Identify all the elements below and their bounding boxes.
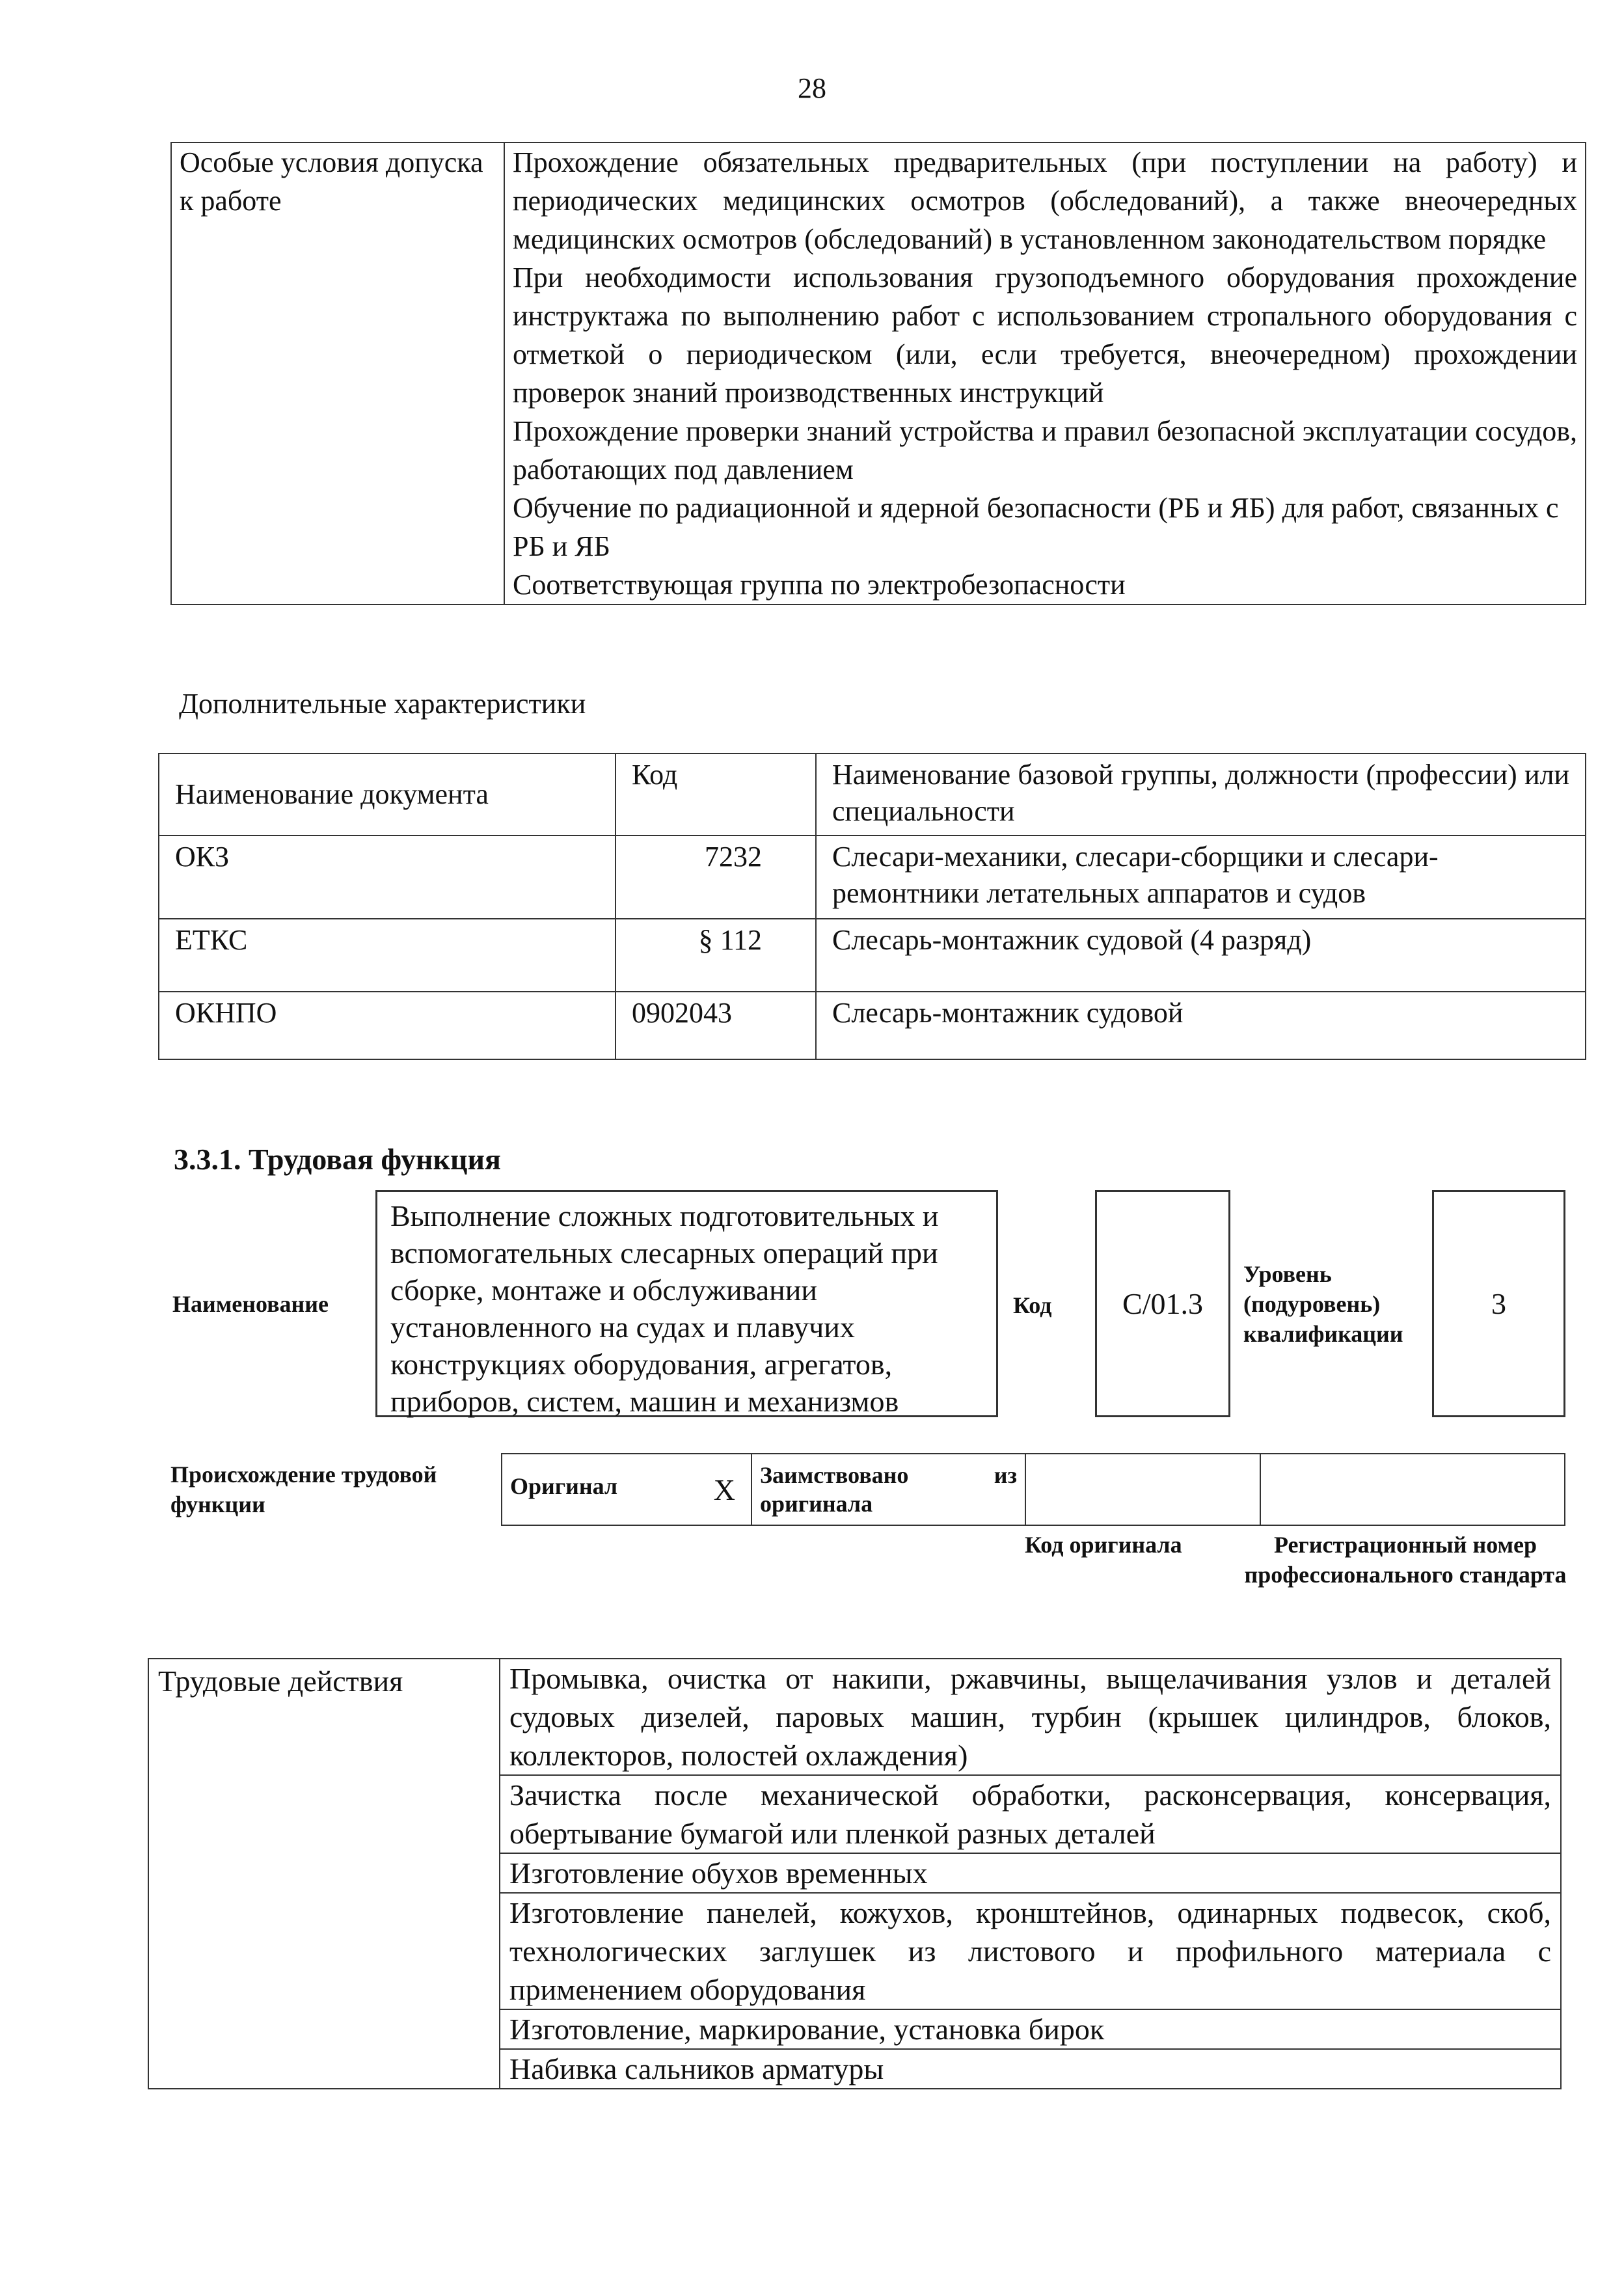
- labour-action-item: Зачистка после механической обработки, расконсервация, консервация, обертывание бумагой или пленкой разных деталей: [500, 1775, 1561, 1853]
- function-code-value: C/01.3: [1122, 1287, 1203, 1320]
- conditions-list: [504, 143, 1586, 604]
- qualification-level-value: 3: [1491, 1287, 1506, 1320]
- condition-item: Прохождение обязательных предварительных (при поступлении на работу) и периодических медицинских осмотров (обследований), а также внеочередных медицинских осмотров (обследований) в установленном законодательством порядке: [513, 146, 1577, 255]
- original-mark: X: [713, 1473, 735, 1506]
- original-code-caption: Код оригинала: [1025, 1532, 1182, 1558]
- function-name-text: Выполнение сложных подготовительных и вспомогательных слесарных операций при сборке, монтаже и обслуживании установленного на судах и плавучих конструкциях оборудования, агрегатов, приборов, систем, машин и механизмов: [390, 1199, 939, 1418]
- row-code: § 112: [616, 919, 816, 992]
- qualification-level-box: [1432, 1190, 1565, 1417]
- borrowed-label-original: оригинала: [760, 1491, 873, 1517]
- labour-actions-label: Трудовые действия: [148, 1659, 500, 2089]
- conditions-label: [171, 143, 504, 604]
- additional-characteristics-heading: Дополнительные характеристики: [179, 688, 586, 720]
- borrowed-label-from: из: [994, 1462, 1017, 1488]
- row-document: ЕТКС: [159, 919, 616, 992]
- origin-label: Происхождение трудовой функции: [170, 1461, 437, 1517]
- table-row: [159, 835, 1586, 919]
- row-name: Слесарь-монтажник судовой: [816, 992, 1586, 1059]
- table-header-row: [159, 754, 1586, 835]
- original-cell: [502, 1454, 751, 1525]
- row-document: ОКЗ: [159, 835, 616, 919]
- borrowed-cell: [751, 1454, 1025, 1525]
- row-name: Слесари-механики, слесари-сборщики и слесари-ремонтники летательных аппаратов и судов: [816, 835, 1586, 919]
- table-row: [159, 919, 1586, 992]
- original-code-cell: [1025, 1454, 1260, 1525]
- conditions-table: [170, 142, 1586, 605]
- condition-item: При необходимости использования грузоподъемного оборудования прохождение инструктажа по выполнению работ с использованием стропального оборудования с отметкой о периодическом (или, если требуется, внеочередном) прохождении проверок знаний производственных инструкций: [513, 262, 1577, 409]
- labour-action-item: Изготовление обухов временных: [500, 1853, 1561, 1893]
- condition-item: Прохождение проверки знаний устройства и правил безопасной эксплуатации сосудов, работающих под давлением: [513, 415, 1577, 485]
- function-code-box: [1095, 1190, 1230, 1417]
- registration-number-caption: Регистрационный номер профессионального стандарта: [1244, 1532, 1567, 1588]
- labour-action-item: Набивка сальников арматуры: [500, 2049, 1561, 2089]
- characteristics-table: [158, 753, 1586, 1060]
- original-label: Оригинал: [510, 1473, 618, 1499]
- page-number: 28: [798, 72, 826, 104]
- labour-action-item: Промывка, очистка от накипи, ржавчины, выщелачивания узлов и деталей судовых дизелей, паровых машин, турбин (крышек цилиндров, блоков, коллекторов, полостей охлаждения): [500, 1659, 1561, 1775]
- condition-item: Обучение по радиационной и ядерной безопасности (РБ и ЯБ) для работ, связанных с РБ и ЯБ: [513, 492, 1559, 562]
- row-code: 7232: [616, 835, 816, 919]
- function-name-label: Наименование: [172, 1291, 329, 1317]
- table-row: [159, 992, 1586, 1059]
- registration-number-cell: [1260, 1454, 1565, 1525]
- labour-actions-table: [148, 1658, 1562, 2089]
- section-title: 3.3.1. Трудовая функция: [174, 1143, 501, 1176]
- row-code: 0902043: [616, 992, 816, 1059]
- header-group-name: Наименование базовой группы, должности (профессии) или специальности: [816, 754, 1586, 835]
- header-code: Код: [616, 754, 816, 835]
- function-name-box: [375, 1190, 998, 1417]
- row-name: Слесарь-монтажник судовой (4 разряд): [816, 919, 1586, 992]
- origin-table: [501, 1453, 1565, 1526]
- borrowed-label: Заимствовано: [760, 1462, 909, 1488]
- function-code-label: Код: [1013, 1292, 1052, 1318]
- header-document: Наименование документа: [159, 754, 616, 835]
- row-document: ОКНПО: [159, 992, 616, 1059]
- condition-item: Соответствующая группа по электробезопасности: [513, 569, 1126, 601]
- qualification-level-label: Уровень (подуровень) квалификации: [1243, 1261, 1403, 1347]
- conditions-label-text: Особые условия допуска к работе: [180, 146, 483, 217]
- labour-action-item: Изготовление, маркирование, установка бирок: [500, 2009, 1561, 2049]
- labour-action-item: Изготовление панелей, кожухов, кронштейнов, одинарных подвесок, скоб, технологических заглушек из листового и профильного материала с применением оборудования: [500, 1893, 1561, 2009]
